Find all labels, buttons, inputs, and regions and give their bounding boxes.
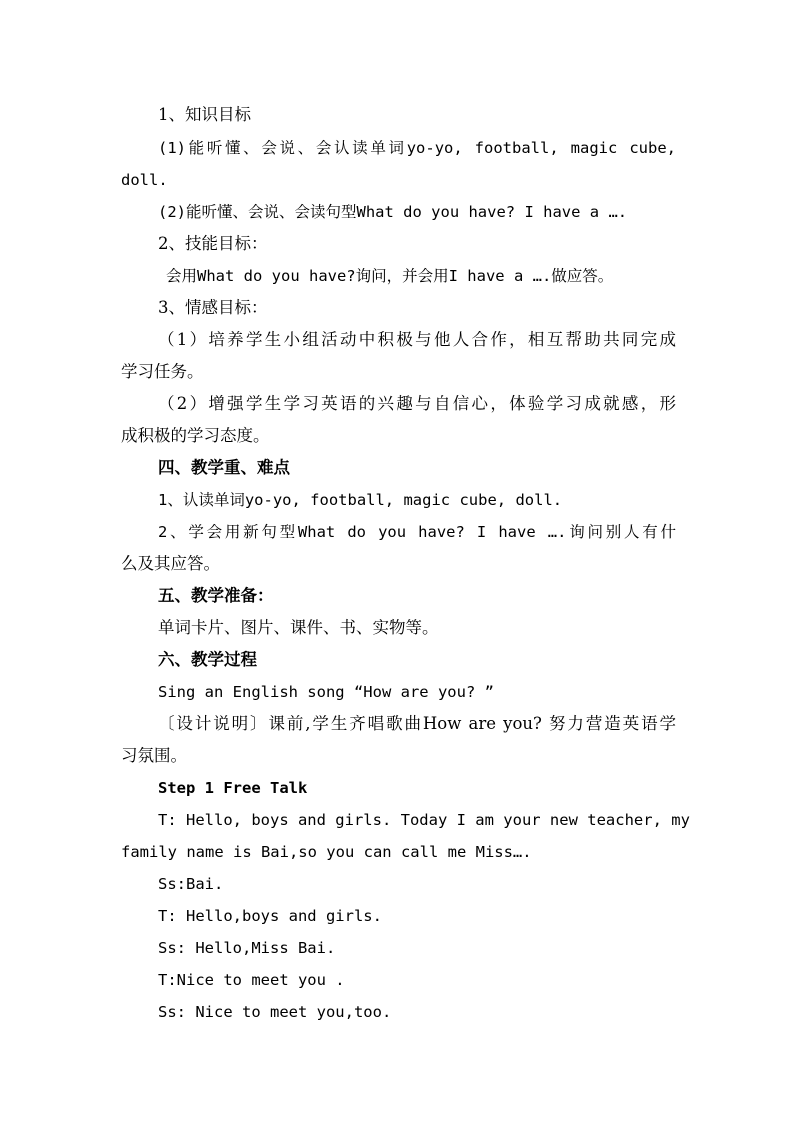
key-point-2-line-2: 么及其应答。 [121, 554, 220, 573]
heading-process: 六、教学过程 [158, 650, 257, 669]
goal-1-line-1: (1)能听懂、会说、会认读单词yo-yo, football, magic cube, [158, 139, 676, 157]
dialogue-teacher-1-line-2: family name is Bai,so you can call me Miss…. [121, 843, 532, 861]
heading-emotion-goals: 3、情感目标： [158, 298, 268, 317]
step-1-heading: Step 1 Free Talk [158, 779, 308, 797]
key-point-1: 1、认读单词yo-yo, football, magic cube, doll. [158, 491, 563, 509]
dialogue-teacher-1-line-1: T: Hello, boys and girls. Today I am your new teacher, my [158, 811, 690, 829]
dialogue-teacher-2: T: Hello,boys and girls. [158, 907, 382, 925]
heading-knowledge-goals: 1、知识目标 [158, 105, 251, 124]
emotion-goal-2-line-1: （2）增强学生学习英语的兴趣与自信心，体验学习成就感，形 [158, 394, 676, 413]
heading-key-points: 四、教学重、难点 [158, 458, 290, 477]
dialogue-students-2: Ss: Hello,Miss Bai. [158, 939, 336, 957]
key-point-2-line-1: 2、学会用新句型What do you have? I have ….询问别人有什 [158, 523, 676, 541]
heading-skill-goals: 2、技能目标： [158, 234, 268, 253]
process-song-line: Sing an English song “How are you? ” [158, 683, 494, 701]
design-note-line-1: 〔设计说明〕课前,学生齐唱歌曲How are you? 努力营造英语学 [158, 714, 676, 733]
heading-preparation: 五、教学准备： [158, 586, 274, 605]
dialogue-students-3: Ss: Nice to meet you,too. [158, 1003, 392, 1021]
goal-2-line: (2)能听懂、会说、会读句型What do you have? I have a …. [158, 203, 628, 221]
goal-1-line-2: doll. [121, 171, 168, 189]
emotion-goal-1-line-1: （1）培养学生小组活动中积极与他人合作，相互帮助共同完成 [158, 330, 676, 349]
emotion-goal-1-line-2: 学习任务。 [121, 362, 204, 381]
dialogue-teacher-3: T:Nice to meet you . [158, 971, 345, 989]
skill-goal-line: 会用What do you have?询问，并会用I have a ….做应答。 [166, 267, 614, 285]
dialogue-students-1: Ss:Bai. [158, 875, 224, 893]
design-note-line-2: 习氛围。 [121, 746, 187, 765]
preparation-line: 单词卡片、图片、课件、书、实物等。 [158, 618, 439, 637]
emotion-goal-2-line-2: 成积极的学习态度。 [121, 426, 270, 445]
